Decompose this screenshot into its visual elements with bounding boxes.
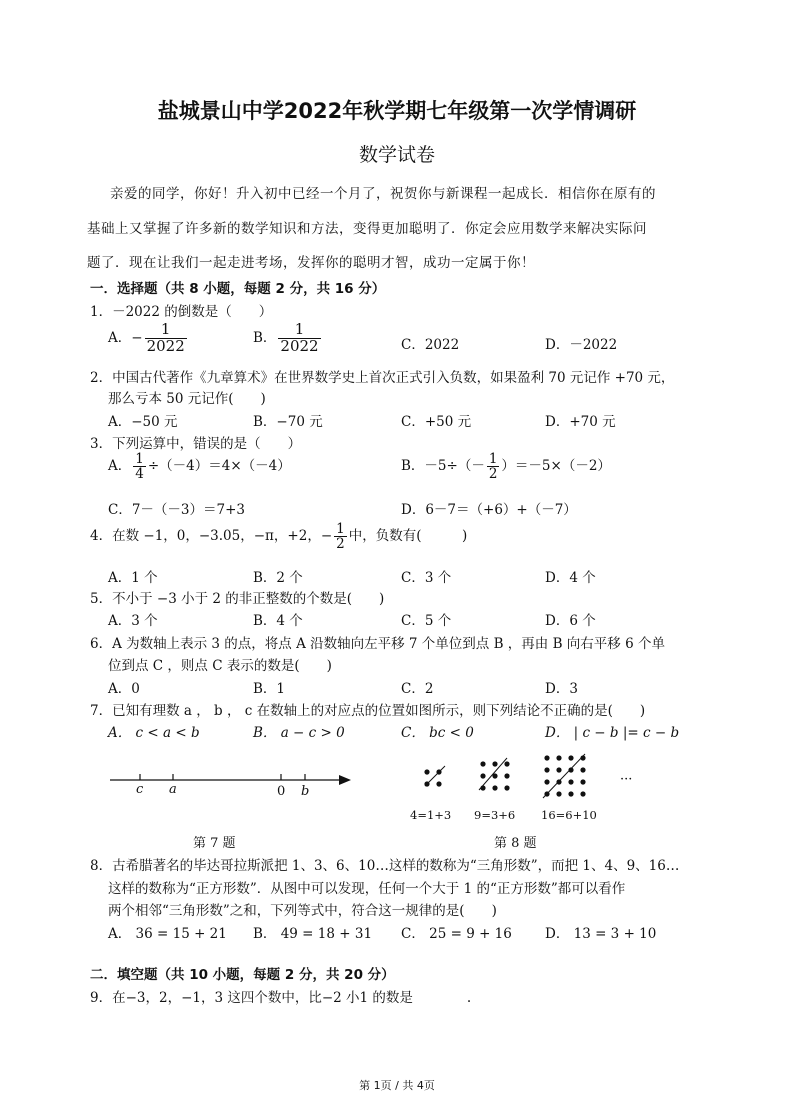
question-8-option-a: A． 36 = 15 + 21 — [108, 926, 227, 942]
intro-line-1: 亲爱的同学，你好！升入初中已经一个月了，祝贺你与新课程一起成长．相信你在原有的 — [110, 186, 656, 202]
fraction — [278, 322, 320, 355]
intro-line-3: 题了．现在让我们一起走进考场，发挥你的聪明才智，成功一定属于你！ — [87, 255, 535, 271]
question-9-stem: 9．在−3，2，−1，3 这四个数中，比−2 小1 的数是 . — [90, 990, 472, 1006]
question-8-option-b: B． 49 = 18 + 31 — [253, 926, 373, 942]
fraction — [145, 322, 187, 355]
figure-7-caption: 第 7 题 — [193, 836, 236, 851]
fraction — [334, 522, 347, 551]
section-heading-fill-blank: 二．填空题（共 10 小题，每题 2 分，共 20 分） — [90, 967, 395, 983]
stem-text: 中，负数有( ) — [348, 528, 468, 545]
figure-8-equation-3: 16=6+10 — [541, 808, 597, 822]
fraction-denominator: 4 — [135, 466, 144, 483]
dot-grid-2x2 — [424, 766, 445, 787]
fraction-denominator: 2 — [336, 536, 345, 553]
figure-8-equation-2: 9=3+6 — [474, 808, 516, 822]
fraction-numerator: 1 — [160, 320, 171, 338]
question-8-line-2: 这样的数称为“正方形数”．从图中可以发现，任何一个大于 1 的“正方形数”都可以看作 — [108, 881, 626, 897]
question-4-option-b: B．2 个 — [253, 570, 303, 586]
question-7-option-d: D． | c − b |= c − b — [545, 725, 680, 741]
question-4-option-a: A．1 个 — [108, 570, 158, 586]
fraction-denominator: 2022 — [146, 336, 185, 355]
option-label: B． — [253, 329, 277, 346]
fraction-numerator: 1 — [135, 451, 144, 467]
label-b: b — [301, 784, 310, 799]
exam-subtitle: 数学试卷 — [358, 144, 435, 166]
question-6-line-1: 6．A 为数轴上表示 3 的点，将点 A 沿数轴向左平移 7 个单位到点 B ，再由 B 向右平移 6 个单 — [90, 636, 665, 652]
fraction — [133, 452, 146, 481]
question-1-option-b — [253, 322, 323, 355]
expression-rest: ÷（－4）＝4×（－4） — [147, 458, 291, 475]
question-7-stem: 7．已知有理数 a ， b ， c 在数轴上的对应点的位置如图所示，则下列结论不正确的是( ) — [90, 703, 646, 719]
option-label: A． — [108, 329, 132, 346]
question-6-option-d: D．3 — [545, 681, 578, 697]
question-5-option-b: B．4 个 — [253, 613, 303, 629]
question-1-stem: 1．－2022 的倒数是（ ） — [90, 304, 273, 320]
minus-sign: − — [131, 329, 143, 346]
intro-line-2: 基础上又掌握了许多新的数学知识和方法，变得更加聪明了．你定会应用数学来解决实际问 — [87, 221, 647, 237]
option-label: B．－5÷（－ — [401, 458, 485, 475]
expression-rest: ）＝－5×（－2） — [501, 458, 611, 475]
question-3-option-c: C．7－（－3）＝7+3 — [108, 502, 245, 518]
question-3-option-a — [108, 452, 291, 481]
question-5-option-a: A．3 个 — [108, 613, 158, 629]
fraction-numerator: 1 — [336, 521, 345, 537]
question-1-option-c: C．2022 — [401, 337, 460, 353]
stem-text: 4．在数 −1，0，−3.05，−π，+2，− — [90, 528, 333, 545]
question-7-option-a: A． c < a < b — [108, 725, 200, 741]
option-label: A． — [108, 458, 132, 475]
question-5-option-d: D．6 个 — [545, 613, 596, 629]
question-2-option-c: C．+50 元 — [401, 414, 472, 430]
question-3-option-b — [401, 452, 611, 481]
question-7-option-b: B． a − c > 0 — [253, 725, 345, 741]
question-4-stem — [90, 522, 467, 551]
question-1-option-d: D．－2022 — [545, 337, 618, 353]
question-7-option-c: C． bc < 0 — [401, 725, 474, 741]
fraction-denominator: 2 — [488, 466, 498, 483]
question-8-option-d: D． 13 = 3 + 10 — [545, 926, 657, 942]
question-8-line-3: 两个相邻“三角形数”之和，下列等式中，符合这一规律的是( ) — [108, 903, 497, 919]
label-c: c — [136, 782, 144, 797]
question-4-option-c: C．3 个 — [401, 570, 452, 586]
question-4-option-d: D．4 个 — [545, 570, 596, 586]
question-6-option-c: C．2 — [401, 681, 434, 697]
question-2-option-d: D．+70 元 — [545, 414, 616, 430]
question-5-stem: 5．不小于 −3 小于 2 的非正整数的个数是( ) — [90, 591, 385, 607]
figure-7-number-line — [105, 760, 365, 810]
question-2-option-b: B．−70 元 — [253, 414, 323, 430]
question-6-option-b: B．1 — [253, 681, 286, 697]
question-2-line-2: 那么亏本 50 元记作( ) — [108, 391, 266, 407]
figure-8-dot-grids — [415, 752, 645, 807]
figure-8-ellipsis: ··· — [620, 772, 633, 787]
question-2-option-a: A．−50 元 — [108, 414, 178, 430]
question-5-option-c: C．5 个 — [401, 613, 452, 629]
dot-grid-3x3 — [479, 758, 510, 791]
exam-title: 盐城景山中学2022年秋学期七年级第一次学情调研 — [157, 99, 637, 123]
question-1-option-a — [108, 322, 189, 355]
arrow-head-icon — [339, 775, 351, 785]
fraction — [487, 452, 500, 481]
figure-8-caption: 第 8 题 — [494, 836, 537, 851]
question-6-option-a: A．0 — [108, 681, 140, 697]
fraction-numerator: 1 — [294, 320, 305, 338]
question-8-option-c: C． 25 = 9 + 16 — [401, 926, 512, 942]
dot-grid-4x4 — [543, 754, 586, 798]
section-heading-choice: 一．选择题（共 8 小题，每题 2 分，共 16 分） — [90, 281, 386, 297]
label-a: a — [169, 782, 177, 797]
figure-8-equation-1: 4=1+3 — [410, 808, 452, 822]
label-zero: 0 — [277, 784, 286, 799]
question-8-line-1: 8．古希腊著名的毕达哥拉斯派把 1、3、6、10…这样的数称为“三角形数”，而把 1、4、9、16… — [90, 858, 680, 874]
question-3-option-d: D．6－7＝（+6）+（－7） — [401, 502, 577, 518]
fraction-denominator: 2022 — [280, 336, 319, 355]
fraction-numerator: 1 — [488, 451, 498, 467]
question-2-line-1: 2．中国古代著作《九章算术》在世界数学史上首次正式引入负数，如果盈利 70 元记作 +70 元， — [90, 370, 675, 386]
question-3-stem: 3．下列运算中，错误的是（ ） — [90, 436, 302, 452]
question-6-line-2: 位到点 C ，则点 C 表示的数是( ) — [108, 658, 332, 674]
page-footer: 第 1页 / 共 4页 — [359, 1079, 435, 1092]
